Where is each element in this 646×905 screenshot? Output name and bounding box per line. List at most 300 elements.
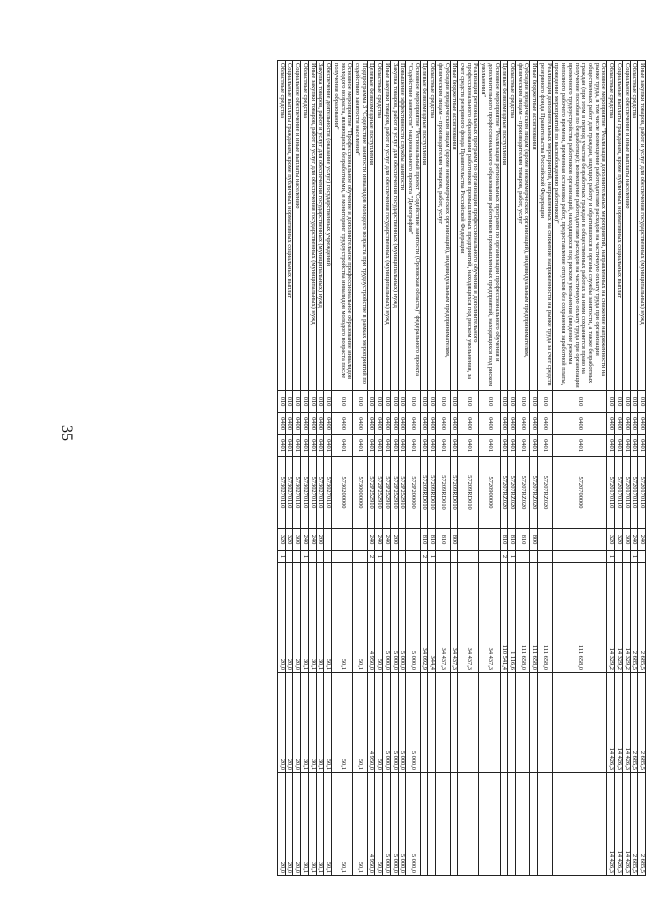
row-amount-2-cell: 30,1 (301, 673, 309, 773)
row-section-cell: 0400 (383, 413, 391, 435)
row-target-item-cell: 57209RD010 (420, 457, 428, 529)
row-expense-type-cell: 320 (615, 529, 623, 551)
row-source-cell (450, 551, 458, 563)
row-section-cell: 0400 (458, 413, 479, 435)
row-source-cell (293, 551, 301, 563)
row-amount-3-cell: 30,1 (308, 773, 316, 876)
table-row (530, 61, 538, 876)
row-target-item-cell: 572P200000 (406, 457, 420, 529)
row-target-item-cell: 57209RD010 (428, 457, 436, 529)
row-expense-type-cell: 240 (638, 529, 646, 551)
row-grbs-cell: 010 (383, 391, 391, 413)
row-expense-type-cell: 240 (308, 529, 316, 551)
row-amount-3-cell: 5 000,0 (398, 773, 406, 876)
row-subsection-cell: 0401 (450, 435, 458, 457)
row-section-cell: 0400 (285, 413, 293, 435)
table-row (324, 61, 332, 876)
row-amount-2-cell (458, 673, 479, 773)
row-section-cell: 0400 (615, 413, 623, 435)
row-section-cell: 0400 (390, 413, 398, 435)
row-target-item-cell: 57207RZ020 (508, 457, 516, 529)
row-amount-2-cell (530, 673, 538, 773)
row-amount-3-cell: 5 000,0 (390, 773, 398, 876)
row-name-cell: Социальное обеспечение и иные выплаты населению (622, 61, 630, 391)
row-source-cell (324, 551, 332, 563)
row-target-item-cell: 5720900000 (479, 457, 500, 529)
row-grbs-cell: 010 (428, 391, 436, 413)
row-amount-1-cell: 34 437,3 (436, 563, 450, 673)
row-name-cell: Подпрограмма 3 "Содействие занятости инвалидов молодого возраста при трудоустройстве в рамках мероприятий по содействию занятости населения" (353, 61, 367, 391)
row-amount-3-cell: 50,1 (324, 773, 332, 876)
row-grbs-cell: 010 (615, 391, 623, 413)
row-source-cell: 1 (301, 551, 309, 563)
table-row (516, 61, 530, 876)
row-subsection-cell: 0401 (607, 435, 615, 457)
table-row (316, 61, 324, 876)
row-grbs-cell: 010 (630, 391, 638, 413)
row-amount-1-cell: 20,0 (293, 563, 301, 673)
row-grbs-cell: 010 (450, 391, 458, 413)
row-subsection-cell: 0401 (398, 435, 406, 457)
row-amount-2-cell: 14 426,3 (607, 673, 615, 773)
row-grbs-cell: 010 (479, 391, 500, 413)
row-amount-3-cell (428, 773, 436, 876)
row-amount-3-cell: 50,0 (375, 773, 383, 876)
row-amount-3-cell: 14 426,3 (615, 773, 623, 876)
row-target-item-cell: 572P252910 (383, 457, 391, 529)
row-name-cell: Повышение эффективности службы занятости (398, 61, 406, 391)
row-amount-2-cell: 50,1 (353, 673, 367, 773)
row-amount-1-cell: 111 658,0 (538, 563, 552, 673)
row-section-cell: 0400 (428, 413, 436, 435)
row-amount-2-cell: 30,1 (316, 673, 324, 773)
row-grbs-cell: 010 (436, 391, 450, 413)
row-name-cell: Иные закупки товаров, работ и услуг для обеспечения государственных (муниципальных) нужд (308, 61, 316, 391)
row-amount-2-cell: 20,0 (278, 673, 286, 773)
row-amount-1-cell: 2 685,5 (638, 563, 646, 673)
row-amount-2-cell: 2 685,5 (630, 673, 638, 773)
row-amount-3-cell: 20,0 (278, 773, 286, 876)
row-grbs-cell: 010 (638, 391, 646, 413)
row-amount-2-cell: 5 000,0 (398, 673, 406, 773)
row-amount-1-cell: 30,1 (316, 563, 324, 673)
row-expense-type-cell (324, 529, 332, 551)
row-subsection-cell: 0401 (622, 435, 630, 457)
row-grbs-cell: 010 (458, 391, 479, 413)
row-amount-3-cell: 14 426,3 (622, 773, 630, 876)
row-amount-1-cell: 111 658,0 (530, 563, 538, 673)
row-subsection-cell: 0401 (630, 435, 638, 457)
row-amount-1-cell: 344,4 (428, 563, 436, 673)
row-target-item-cell: 5730270110 (308, 457, 316, 529)
row-source-cell: 2 (420, 551, 428, 563)
row-grbs-cell: 010 (353, 391, 367, 413)
table-row (458, 61, 479, 876)
row-amount-1-cell: 14 329,2 (622, 563, 630, 673)
row-grbs-cell: 010 (324, 391, 332, 413)
table-row (428, 61, 436, 876)
row-target-item-cell: 5720170110 (638, 457, 646, 529)
row-grbs-cell: 010 (508, 391, 516, 413)
row-section-cell: 0400 (450, 413, 458, 435)
row-amount-3-cell: 2 685,5 (630, 773, 638, 876)
row-amount-1-cell: 20,0 (278, 563, 286, 673)
row-expense-type-cell: 810 (500, 529, 508, 551)
row-grbs-cell: 010 (367, 391, 375, 413)
row-expense-type-cell: 810 (428, 529, 436, 551)
row-expense-type-cell (458, 529, 479, 551)
row-amount-1-cell: 5 000,0 (390, 563, 398, 673)
row-target-item-cell: 5720700000 (552, 457, 607, 529)
row-amount-2-cell: 30,1 (308, 673, 316, 773)
row-expense-type-cell: 800 (530, 529, 538, 551)
row-expense-type-cell: 200 (316, 529, 324, 551)
row-amount-2-cell (428, 673, 436, 773)
row-target-item-cell: 572P252910 (367, 457, 375, 529)
row-subsection-cell: 0401 (428, 435, 436, 457)
row-subsection-cell: 0401 (516, 435, 530, 457)
row-amount-2-cell (500, 673, 508, 773)
row-amount-1-cell: 110 541,4 (500, 563, 508, 673)
row-amount-1-cell: 4 950,0 (367, 563, 375, 673)
row-amount-1-cell: 5 000,0 (406, 563, 420, 673)
row-amount-1-cell: 14 329,2 (607, 563, 615, 673)
row-subsection-cell: 0401 (420, 435, 428, 457)
row-subsection-cell: 0401 (390, 435, 398, 457)
row-amount-2-cell (552, 673, 607, 773)
row-amount-2-cell: 50,1 (332, 673, 353, 773)
row-expense-type-cell: 200 (390, 529, 398, 551)
row-source-cell (308, 551, 316, 563)
row-amount-3-cell (450, 773, 458, 876)
table-row (383, 61, 391, 876)
row-source-cell (390, 551, 398, 563)
row-section-cell: 0400 (301, 413, 309, 435)
row-source-cell (538, 551, 552, 563)
row-subsection-cell: 0401 (383, 435, 391, 457)
row-source-cell (316, 551, 324, 563)
table-row (278, 61, 286, 876)
row-name-cell: Реализация региональных программ по организации профессионального обучения и дополнительного профессионального образования работников промышленных предприятий, находящихся под риском увольнения, за счет средств резервного фонда Правительства Российской Федерации (458, 61, 479, 391)
table-row (436, 61, 450, 876)
row-grbs-cell: 010 (285, 391, 293, 413)
row-section-cell: 0400 (508, 413, 516, 435)
row-subsection-cell: 0401 (458, 435, 479, 457)
row-source-cell: 1 (375, 551, 383, 563)
row-amount-3-cell: 20,0 (285, 773, 293, 876)
row-subsection-cell: 0401 (615, 435, 623, 457)
row-source-cell (436, 551, 450, 563)
row-section-cell: 0400 (538, 413, 552, 435)
row-section-cell: 0400 (324, 413, 332, 435)
row-expense-type-cell: 240 (630, 529, 638, 551)
row-source-cell: 1 (607, 551, 615, 563)
row-source-cell (552, 551, 607, 563)
row-expense-type-cell: 810 (436, 529, 450, 551)
row-amount-1-cell: 50,1 (324, 563, 332, 673)
row-grbs-cell: 010 (301, 391, 309, 413)
row-subsection-cell: 0401 (293, 435, 301, 457)
row-amount-2-cell (450, 673, 458, 773)
row-source-cell (285, 551, 293, 563)
row-name-cell: Иные закупки товаров, работ и услуг для обеспечения государственных (муниципальных) нужд (383, 61, 391, 391)
row-amount-3-cell: 50,1 (353, 773, 367, 876)
row-amount-1-cell: 50,1 (353, 563, 367, 673)
row-grbs-cell: 010 (406, 391, 420, 413)
row-expense-type-cell: 810 (420, 529, 428, 551)
row-name-cell: Областные средства (301, 61, 309, 391)
row-section-cell: 0400 (607, 413, 615, 435)
row-expense-type-cell (398, 529, 406, 551)
row-amount-1-cell: 50,0 (375, 563, 383, 673)
row-expense-type-cell: 240 (301, 529, 309, 551)
row-amount-2-cell: 50,1 (324, 673, 332, 773)
row-amount-2-cell: 14 426,3 (615, 673, 623, 773)
budget-table-body (278, 61, 646, 876)
row-section-cell: 0400 (420, 413, 428, 435)
row-source-cell: 2 (500, 551, 508, 563)
table-row (353, 61, 367, 876)
row-source-cell (406, 551, 420, 563)
row-amount-2-cell: 20,0 (285, 673, 293, 773)
row-section-cell: 0400 (398, 413, 406, 435)
row-grbs-cell: 010 (420, 391, 428, 413)
row-source-cell: 1 (278, 551, 286, 563)
row-name-cell: Основное мероприятие "Региональный проект "Содействие занятости (Орловская область)" федерального проекта "Содействие занятости" национального проекта "Демография" (406, 61, 420, 391)
row-name-cell: Реализация дополнительных мероприятий, направленных на снижение напряженности на рынке труда за счет средств резервного фонда Правительства Российской Федерации (538, 61, 552, 391)
row-name-cell: Областные средства (375, 61, 383, 391)
row-expense-type-cell: 810 (508, 529, 516, 551)
row-name-cell: Закупка товаров, работ и услуг для обеспечения государственных (муниципальных) нужд (390, 61, 398, 391)
row-amount-1-cell: 111 658,0 (552, 563, 607, 673)
table-row (538, 61, 552, 876)
row-subsection-cell: 0401 (406, 435, 420, 457)
row-amount-3-cell: 30,1 (316, 773, 324, 876)
row-subsection-cell: 0401 (316, 435, 324, 457)
row-amount-2-cell (479, 673, 500, 773)
row-amount-2-cell (538, 673, 552, 773)
row-amount-1-cell: 2 685,5 (630, 563, 638, 673)
row-expense-type-cell (479, 529, 500, 551)
row-target-item-cell: 57209RD010 (450, 457, 458, 529)
row-amount-2-cell: 5 000,0 (390, 673, 398, 773)
row-target-item-cell: 5720170110 (622, 457, 630, 529)
row-expense-type-cell: 300 (622, 529, 630, 551)
row-name-cell: Иные бюджетные ассигнования (530, 61, 538, 391)
row-amount-1-cell: 14 329,2 (615, 563, 623, 673)
row-expense-type-cell (353, 529, 367, 551)
table-row (630, 61, 638, 876)
row-subsection-cell: 0401 (538, 435, 552, 457)
table-row (375, 61, 383, 876)
row-section-cell: 0400 (436, 413, 450, 435)
table-row (367, 61, 375, 876)
row-target-item-cell: 57207RZ020 (530, 457, 538, 529)
row-expense-type-cell: 240 (375, 529, 383, 551)
row-amount-1-cell: 5 000,0 (398, 563, 406, 673)
row-amount-2-cell (516, 673, 530, 773)
row-target-item-cell: 5730270110 (301, 457, 309, 529)
row-name-cell: Закупка товаров, работ и услуг для обеспечения государственных (муниципальных) нужд (316, 61, 324, 391)
row-target-item-cell: 5720170110 (607, 457, 615, 529)
row-expense-type-cell (406, 529, 420, 551)
row-name-cell: Обеспечение деятельности (оказание услуг) государственных учреждений (324, 61, 332, 391)
row-grbs-cell: 010 (622, 391, 630, 413)
row-subsection-cell: 0401 (638, 435, 646, 457)
row-grbs-cell: 010 (375, 391, 383, 413)
row-amount-2-cell: 2 685,5 (638, 673, 646, 773)
table-row (308, 61, 316, 876)
row-target-item-cell: 5720170110 (615, 457, 623, 529)
row-name-cell: Субсидии юридическим лицам (кроме некоммерческих организаций), индивидуальным предпринимателям, физическим лицам – производителям товаров, работ, услуг (436, 61, 450, 391)
row-name-cell: Социальные выплаты гражданам, кроме публичных нормативных социальных выплат (285, 61, 293, 391)
row-amount-1-cell: 34 092,9 (420, 563, 428, 673)
row-grbs-cell: 010 (607, 391, 615, 413)
row-name-cell: Основное мероприятие "Профессиональное обучение и дополнительное профессиональное образование инвалидов молодого возраста, являющихся безработными, и мониторинг трудоустройства инвалидов молодого возраста после получения образования" (332, 61, 353, 391)
row-target-item-cell: 57209RD010 (458, 457, 479, 529)
row-subsection-cell: 0401 (308, 435, 316, 457)
row-name-cell: Иные бюджетные ассигнования (450, 61, 458, 391)
table-row (552, 61, 607, 876)
row-amount-2-cell: 5 000,0 (406, 673, 420, 773)
row-name-cell: Субсидии юридическим лицам (кроме некоммерческих организаций), индивидуальным предпринимателям, физическим лицам – производителям товаров, работ, услуг (516, 61, 530, 391)
row-amount-2-cell: 14 426,3 (622, 673, 630, 773)
row-expense-type-cell (332, 529, 353, 551)
row-target-item-cell: 572P252910 (390, 457, 398, 529)
row-name-cell: Целевые безвозмездные поступления (367, 61, 375, 391)
row-subsection-cell: 0401 (530, 435, 538, 457)
row-amount-1-cell: 111 658,0 (516, 563, 530, 673)
row-target-item-cell: 5720170110 (630, 457, 638, 529)
row-source-cell (530, 551, 538, 563)
row-name-cell: Социальные выплаты гражданам, кроме публичных нормативных социальных выплат (615, 61, 623, 391)
row-target-item-cell: 5730270110 (278, 457, 286, 529)
row-name-cell: Иные закупки товаров, работ и услуг для обеспечения государственных (муниципальных) нужд (638, 61, 646, 391)
row-amount-1-cell: 5 000,0 (383, 563, 391, 673)
row-name-cell: Целевые безвозмездные поступления (420, 61, 428, 391)
row-source-cell (458, 551, 479, 563)
row-subsection-cell: 0401 (479, 435, 500, 457)
row-amount-1-cell: 30,1 (308, 563, 316, 673)
row-section-cell: 0400 (308, 413, 316, 435)
row-section-cell: 0400 (367, 413, 375, 435)
table-row (479, 61, 500, 876)
row-expense-type-cell: 810 (516, 529, 530, 551)
row-section-cell: 0400 (479, 413, 500, 435)
row-amount-3-cell (479, 773, 500, 876)
row-section-cell: 0400 (332, 413, 353, 435)
row-section-cell: 0400 (516, 413, 530, 435)
row-amount-3-cell: 30,1 (301, 773, 309, 876)
row-source-cell (398, 551, 406, 563)
row-subsection-cell: 0401 (552, 435, 607, 457)
row-amount-2-cell: 20,0 (293, 673, 301, 773)
table-row (615, 61, 623, 876)
row-target-item-cell: 5730200000 (332, 457, 353, 529)
row-amount-2-cell: 5 000,0 (383, 673, 391, 773)
row-source-cell (332, 551, 353, 563)
row-subsection-cell: 0401 (508, 435, 516, 457)
row-target-item-cell: 5730270110 (316, 457, 324, 529)
row-section-cell: 0400 (278, 413, 286, 435)
row-amount-1-cell: 34 437,3 (458, 563, 479, 673)
budget-table (277, 60, 646, 876)
row-amount-1-cell: 1 116,6 (508, 563, 516, 673)
table-row (398, 61, 406, 876)
row-section-cell: 0400 (552, 413, 607, 435)
row-expense-type-cell: 300 (293, 529, 301, 551)
row-name-cell: Областные средства (428, 61, 436, 391)
row-section-cell: 0400 (406, 413, 420, 435)
row-section-cell: 0400 (622, 413, 630, 435)
row-amount-3-cell: 4 950,0 (367, 773, 375, 876)
row-source-cell: 1 (630, 551, 638, 563)
row-amount-3-cell (538, 773, 552, 876)
row-section-cell: 0400 (530, 413, 538, 435)
row-source-cell (479, 551, 500, 563)
row-target-item-cell: 57209RD010 (436, 457, 450, 529)
row-source-cell (638, 551, 646, 563)
row-amount-3-cell: 14 426,3 (607, 773, 615, 876)
row-grbs-cell: 010 (516, 391, 530, 413)
table-row (332, 61, 353, 876)
row-amount-1-cell: 34 437,3 (450, 563, 458, 673)
row-amount-3-cell (552, 773, 607, 876)
row-amount-3-cell: 50,1 (332, 773, 353, 876)
row-target-item-cell: 57207RZ020 (538, 457, 552, 529)
row-amount-3-cell (458, 773, 479, 876)
row-amount-1-cell: 20,0 (285, 563, 293, 673)
row-source-cell (383, 551, 391, 563)
row-subsection-cell: 0401 (285, 435, 293, 457)
row-amount-3-cell (508, 773, 516, 876)
row-name-cell: Областные средства (508, 61, 516, 391)
table-row (622, 61, 630, 876)
row-source-cell: 1 (508, 551, 516, 563)
row-expense-type-cell (552, 529, 607, 551)
table-row (420, 61, 428, 876)
row-expense-type-cell: 240 (367, 529, 375, 551)
row-amount-2-cell: 50,0 (375, 673, 383, 773)
row-source-cell (615, 551, 623, 563)
row-subsection-cell: 0401 (301, 435, 309, 457)
row-name-cell: Областные средства (607, 61, 615, 391)
budget-table-container (92, 60, 646, 875)
row-grbs-cell: 010 (398, 391, 406, 413)
table-row (500, 61, 508, 876)
row-grbs-cell: 010 (500, 391, 508, 413)
row-target-item-cell: 57207RZ020 (516, 457, 530, 529)
row-expense-type-cell: 320 (607, 529, 615, 551)
row-target-item-cell: 5730000000 (353, 457, 367, 529)
row-grbs-cell: 010 (316, 391, 324, 413)
row-grbs-cell: 010 (530, 391, 538, 413)
row-target-item-cell: 57207RZ020 (500, 457, 508, 529)
row-amount-3-cell: 2 685,5 (638, 773, 646, 876)
row-amount-3-cell (420, 773, 428, 876)
row-grbs-cell: 010 (293, 391, 301, 413)
row-name-cell: Социальное обеспечение и иные выплаты населению (293, 61, 301, 391)
row-source-cell: 2 (367, 551, 375, 563)
row-source-cell (622, 551, 630, 563)
row-amount-3-cell (516, 773, 530, 876)
row-grbs-cell: 010 (332, 391, 353, 413)
row-grbs-cell: 010 (552, 391, 607, 413)
row-expense-type-cell: 800 (450, 529, 458, 551)
row-name-cell: Областные средства (630, 61, 638, 391)
table-row (450, 61, 458, 876)
row-amount-3-cell (530, 773, 538, 876)
